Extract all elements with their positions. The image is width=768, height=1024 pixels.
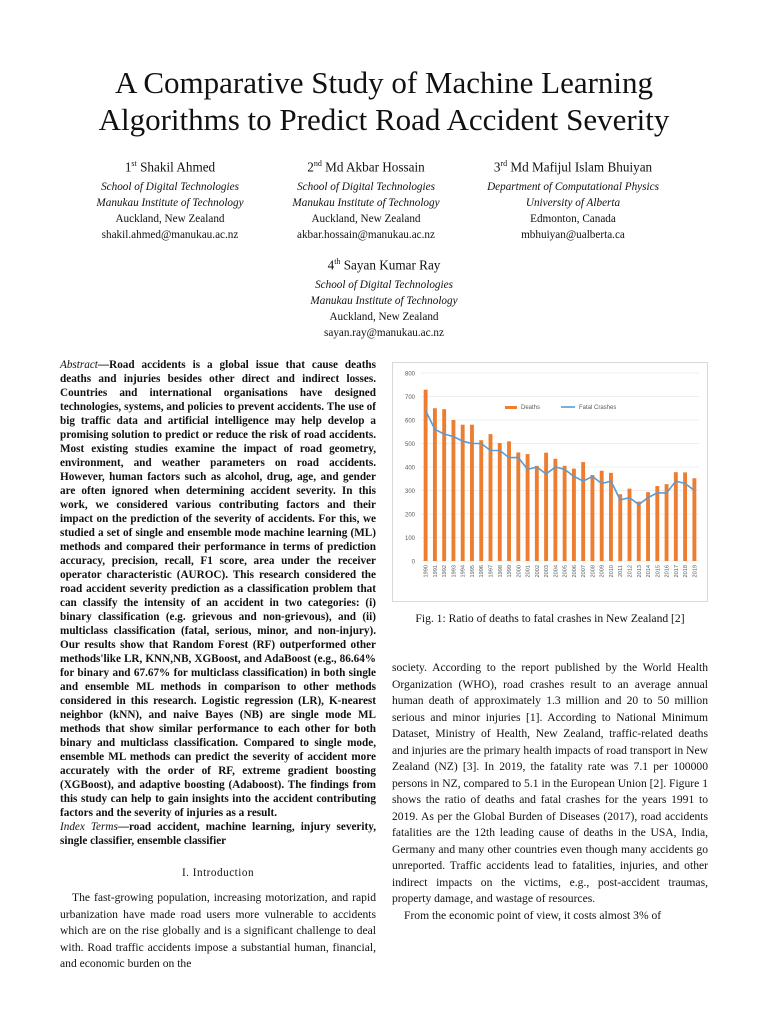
x-tick-label: 2012	[627, 565, 634, 578]
bar-deaths	[637, 502, 641, 561]
left-column	[60, 358, 376, 973]
y-tick-label: 0	[411, 559, 415, 566]
bar-deaths	[618, 494, 622, 561]
x-tick-label: 1995	[469, 565, 476, 578]
x-tick-label: 1990	[423, 565, 430, 578]
paper-title	[40, 64, 728, 138]
bar-deaths	[590, 475, 594, 561]
x-tick-label: 2006	[571, 565, 578, 578]
x-tick-label: 2019	[692, 565, 699, 578]
x-tick-label: 2018	[683, 565, 690, 578]
bar-deaths	[470, 425, 474, 561]
x-tick-label: 1994	[460, 565, 467, 578]
x-tick-label: 2005	[562, 565, 569, 578]
author-email: mbhuiyan@ualberta.ca	[521, 229, 625, 242]
bar-deaths	[655, 486, 659, 561]
title-line-2: Algorithms to Predict Road Accident Severity	[98, 102, 670, 137]
bar-deaths	[683, 472, 687, 561]
right-paragraph-1: society. According to the report published by the World Health Organization (WHO), road crashes result to an average annual human death of approximately 1.3 million and 20 to 50 million serious and minor injuries [1]. According to National Minimum Dataset, Ministry of Health, New Zealand, traffic-related deaths and injuries are the primary health impacts of road transport in New Zealand (NZ) [3]. In 2019, the fatality rate was 7.1 per 100000 persons in NZ, compared to 5.1 in the European Union [2]. Figure 1 shows the ratio of deaths and fatal crashes for the years 1991 to 2019. As per the Global Burden of Diseases (2017), road accidents fatalities are the 12th leading cause of deaths in the USA, India, Germany and many other countries even though many accidents go unreported. Traffic accidents lead to fatalities, injuries, and other indirect impacts on the victims, e.g., post-accident traumas, property damage, and wastage of resources.	[392, 661, 708, 905]
author-block-1: 1st Shakil Ahmed School of Digital Technologies Manukau Institute of Technology Auckland, New Zealand shakil.ahmed@manukau.ac.nz	[60, 154, 280, 243]
x-tick-label: 2003	[544, 565, 551, 578]
bar-deaths	[507, 441, 511, 561]
index-terms	[60, 820, 376, 848]
x-tick-label: 2010	[608, 565, 615, 578]
x-tick-label: 1999	[507, 565, 514, 578]
bar-deaths	[451, 420, 455, 561]
bar-deaths	[489, 434, 493, 561]
x-tick-label: 1996	[479, 565, 486, 578]
bar-deaths	[553, 459, 557, 561]
x-tick-label: 2008	[590, 565, 597, 578]
y-tick-label: 400	[404, 465, 415, 472]
author-block-4: 4th Sayan Kumar Ray School of Digital Technologies Manukau Institute of Technology Auckland, New Zealand sayan.ray@manukau.ac.nz	[274, 252, 494, 341]
section-heading: I. Introduction	[181, 867, 255, 879]
y-tick-label: 600	[404, 418, 415, 425]
title-line-1: A Comparative Study of Machine Learning	[114, 65, 654, 100]
bar-deaths	[563, 466, 567, 561]
right-paragraph-2: From the economic point of view, it costs almost 3% of	[404, 908, 662, 922]
y-tick-label: 800	[404, 371, 415, 378]
y-tick-label: 700	[404, 395, 415, 401]
x-tick-label: 2001	[525, 565, 532, 578]
x-tick-label: 2009	[599, 565, 606, 578]
x-tick-label: 2011	[618, 565, 625, 578]
bar-deaths	[544, 453, 548, 561]
bar-deaths	[692, 478, 696, 561]
abstract-heading: Abstract	[60, 359, 98, 371]
right-column	[392, 660, 708, 924]
x-tick-label: 2004	[553, 565, 560, 578]
bar-deaths	[609, 473, 613, 561]
x-tick-label: 2014	[646, 565, 653, 578]
x-tick-label: 2000	[516, 565, 523, 578]
x-tick-label: 2016	[664, 565, 671, 578]
x-tick-label: 2013	[636, 565, 643, 578]
x-tick-label: 2015	[655, 565, 662, 578]
author-name: Md Akbar Hossain	[325, 159, 425, 175]
bar-deaths	[424, 390, 428, 561]
bar-deaths	[572, 469, 576, 561]
x-tick-label: 1998	[497, 565, 504, 578]
legend-deaths-label: Deaths	[521, 405, 541, 411]
author-name: Md Mafijul Islam Bhuiyan	[510, 159, 653, 175]
bar-deaths	[461, 425, 465, 561]
author-name: Shakil Ahmed	[140, 159, 216, 175]
legend-crashes-label: Fatal Crashes	[579, 405, 617, 411]
abstract-text: —Road accidents is a global issue that cause deaths deaths and injuries besides other direct and indirect losses. Countries and international organisations have designed technologies, systems, and policies to prevent accidents. The use of big traffic data and artificial intelligence may help develop a promising solution to predict or reduce the risk of road accidents. Most existing studies examine the impact of road geometry, environment, and weather parameters on road accidents. However, human factors such as alcohol, drug, age, and gender are often ignored when determining accident severity. In this work, we considered various contributing factors and their impact on the prediction of the severity of accidents. For this, we studied a set of single and ensemble mode machine learning (ML) methods and compared their performance in terms of prediction accuracy, precision, recall, F1 score, area under the receiver operator characteristic (AUROC). This research considered the road accident severity prediction as a classification problem that can classify the intensity of an accident in two categories: (i) binary classification (e.g. grievous and non-grievous), and (ii) multiclass classification (fatal, serious, minor, and non-injury). Our results show that Random Forest (RF) outperformed other methods'like LR, KNN,NB, XGBoost, and AdaBoost (e.g., 86.64% for binary and 67.67% for multiclass classification) in both single and ensemble ML methods in comparison to other methods considered in this research. Logistic regression (LR), K-nearest neighbor (kNN), and naive Bayes (NB) are single mode ML methods that show similar performance to each other for both binary and multiclass classification. Compared to single mode, ensemble ML methods can predict the severity of accident more accurately with the order of RF, extreme gradient boosting (XGBoost), and adaptive boosting (Adaboost). The findings from this study can help to gain insights into the accident contributing factors and the severity of injuries as a result.	[60, 359, 376, 819]
abstract	[60, 358, 376, 820]
bar-deaths	[535, 466, 539, 561]
x-tick-label: 2007	[581, 565, 588, 578]
bar-deaths	[516, 452, 520, 561]
author-name: Sayan Kumar Ray	[343, 257, 441, 273]
x-tick-label: 1993	[451, 565, 458, 578]
author-email: sayan.ray@manukau.ac.nz	[324, 327, 444, 340]
index-terms-text: —road accident, machine learning, injury severity, single classifier, ensemble classifier	[60, 821, 376, 847]
bar-deaths	[498, 443, 502, 561]
bar-deaths	[581, 462, 585, 561]
y-tick-label: 200	[404, 512, 415, 519]
index-terms-heading: Index Terms	[60, 821, 118, 833]
x-tick-label: 1997	[488, 565, 495, 578]
bar-deaths	[665, 484, 669, 561]
bar-deaths	[433, 408, 437, 561]
bar-deaths	[479, 440, 483, 561]
x-tick-label: 2017	[673, 565, 680, 578]
x-tick-label: 1992	[442, 565, 449, 578]
author-block-3: 3rd Md Mafijul Islam Bhuiyan Department of Computational Physics University of Alberta Edmonton, Canada mbhuiyan@ualberta.ca	[463, 154, 683, 243]
legend-deaths-swatch	[505, 406, 517, 409]
x-tick-label: 2002	[534, 565, 541, 578]
bar-deaths	[674, 472, 678, 561]
author-email: shakil.ahmed@manukau.ac.nz	[101, 229, 239, 242]
y-tick-label: 100	[404, 536, 415, 542]
figure-caption: Fig. 1: Ratio of deaths to fatal crashes in New Zealand [2]	[415, 612, 685, 625]
bar-deaths	[442, 409, 446, 561]
author-block-2: 2nd Md Akbar Hossain School of Digital Technologies Manukau Institute of Technology Auckland, New Zealand akbar.hossain@manukau.ac.nz	[256, 154, 476, 243]
y-tick-label: 300	[404, 489, 415, 495]
y-tick-label: 500	[404, 442, 415, 448]
author-email: akbar.hossain@manukau.ac.nz	[297, 229, 435, 242]
figure-chart	[392, 362, 708, 602]
deaths-crashes-chart	[393, 363, 707, 601]
bar-deaths	[646, 492, 650, 561]
x-tick-label: 1991	[432, 565, 439, 578]
intro-paragraph: The fast-growing population, increasing motorization, and rapid urbanization have made road users more vulnerable to accidents which are on the rise globally and is a significant challenge to deal with. Road traffic accidents impose a substantial human, financial, and economic burden on the	[60, 891, 376, 970]
